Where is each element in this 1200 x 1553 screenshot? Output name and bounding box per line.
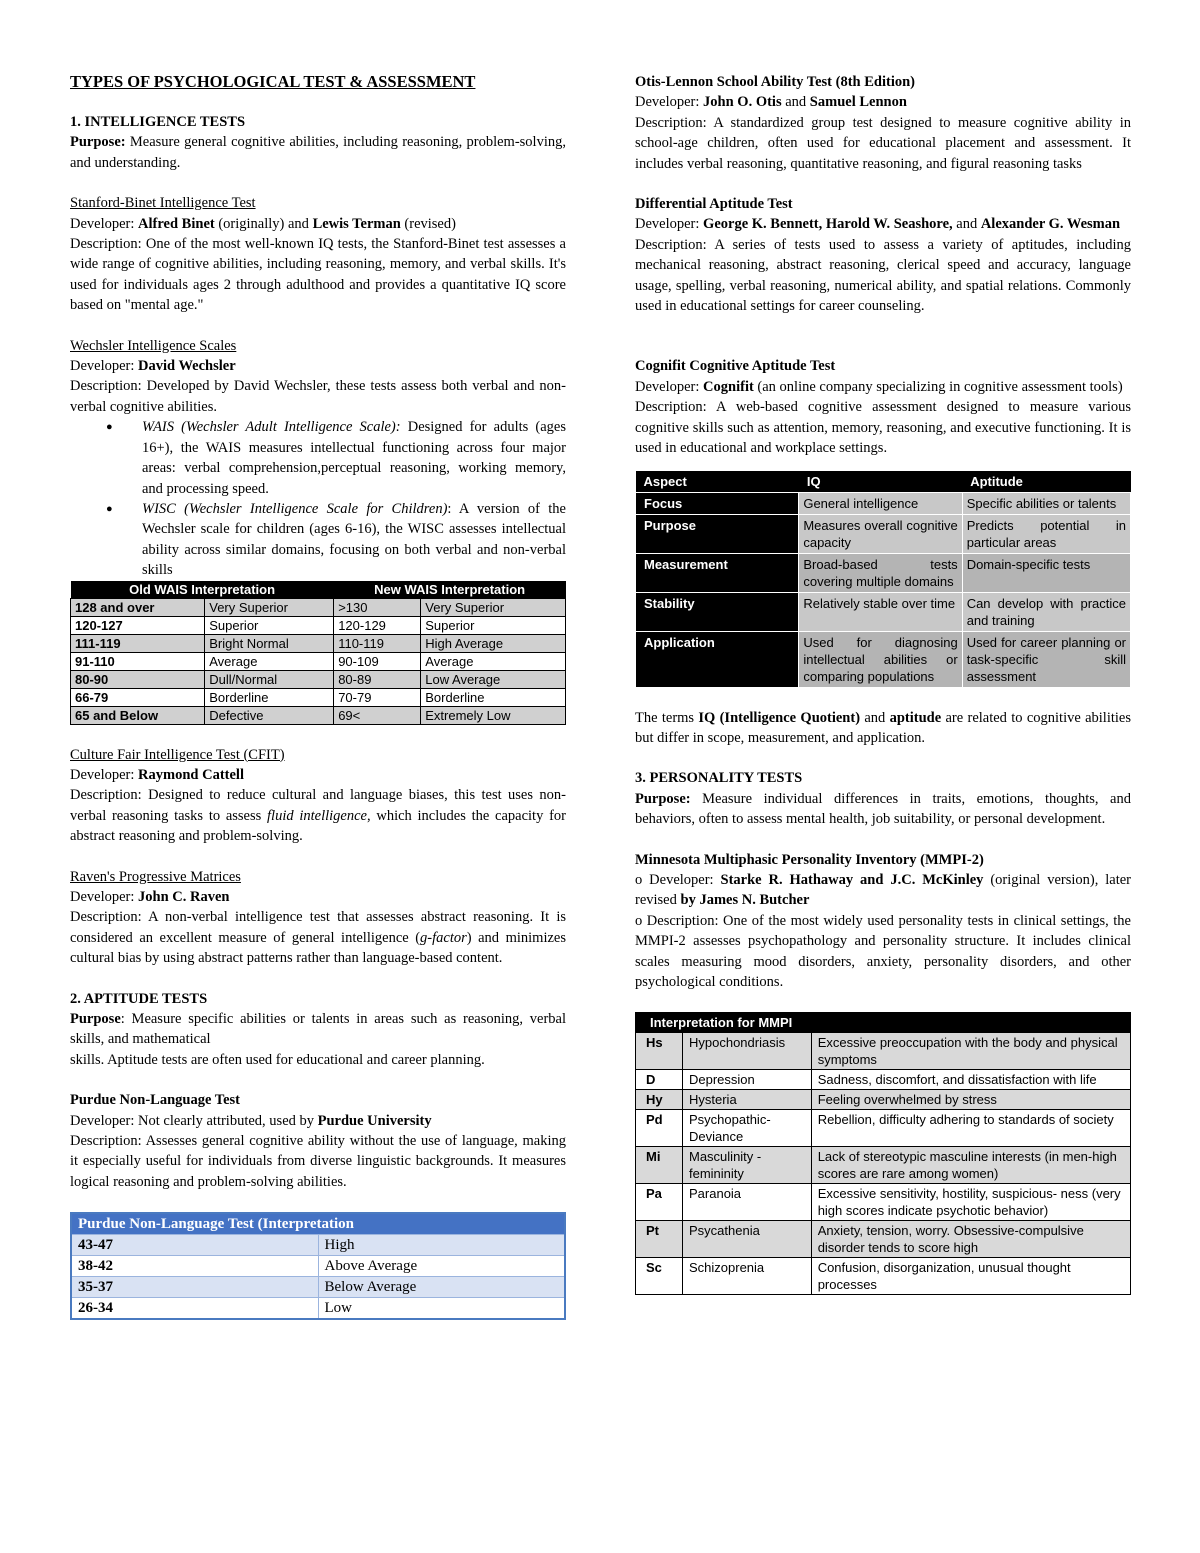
otis-developer: Developer: John O. Otis and Samuel Lennon	[635, 94, 907, 111]
table-row: Hs Hypochondriasis Excessive preoccupation with the body and physical symptoms	[636, 1033, 1131, 1070]
table-row: Focus General intelligence Specific abilities or talents	[636, 492, 1131, 514]
table-row: Hy Hysteria Feeling overwhelmed by stress	[636, 1090, 1131, 1110]
personality-purpose: Purpose: Measure individual differences in traits, emotions, thoughts, and behaviors, often to assess mental health, job suitability, or personal development.	[635, 790, 1131, 828]
table-row: 91-110 Average 90-109 Average	[71, 652, 566, 670]
page-title: TYPES OF PSYCHOLOGICAL TEST & ASSESSMENT	[70, 72, 476, 91]
otis-description: Description: A standardized group test designed to measure cognitive ability in school-age children, often used for educational placement and assessment. It includes verbal reasoning, quantitative reasoning, and figural reasoning tasks	[635, 114, 1131, 172]
table-row: Sc Schizoprenia Confusion, disorganization, unusual thought processes	[636, 1258, 1131, 1295]
iq-vs-aptitude-table	[635, 471, 1131, 688]
table-row: 111-119 Bright Normal 110-119 High Average	[71, 634, 566, 652]
mmpi-description: o Description: One of the most widely used personality tests in clinical settings, the MMPI-2 assesses psychopathology and personality structure. It includes clinical scales measuring mood disorders, anxiety, personality disorders, and other psychological conditions.	[635, 912, 1131, 990]
table-row: 128 and over Very Superior >130 Very Superior	[71, 598, 566, 616]
dat-description: Description: A series of tests used to assess a variety of aptitudes, including mechanical reasoning, abstract reasoning, clerical speed and accuracy, language usage, spelling, verbal reasoning, numerical ability, and spatial relations. Commonly used in educational settings for career counseling.	[635, 236, 1131, 315]
dat-developer: Developer: George K. Bennett, Harold W. Seashore, and Alexander G. Wesman	[635, 216, 1121, 233]
mmpi-developer: o Developer: Starke R. Hathaway and J.C. McKinley (original version), later revised by James N. Butcher	[635, 871, 1132, 909]
table-row: Mi Masculinity - femininity Lack of stereotypic masculine interests (in men-high scores are rare among women)	[636, 1147, 1131, 1184]
table-header: Aptitude	[962, 471, 1130, 493]
table-row: 38-42 Above Average	[71, 1256, 565, 1277]
table-row: 43-47 High	[71, 1235, 565, 1256]
mmpi-interpretation-table	[635, 1012, 1131, 1295]
table-row: 65 and Below Defective 69< Extremely Low	[71, 706, 566, 724]
stanford-binet-description: Description: One of the most well-known IQ tests, the Stanford-Binet test assesses a wide range of cognitive abilities, including reasoning, memory, and verbal skills. It's used for individuals ages 2 through adulthood and provides a quantitative IQ score based on "mental age."	[70, 236, 566, 314]
section-heading-aptitude: 2. APTITUDE TESTS	[70, 990, 208, 1007]
table-row: 35-37 Below Average	[71, 1277, 565, 1298]
table-header: Old WAIS Interpretation	[71, 581, 334, 599]
table-row: Purpose Measures overall cognitive capacity Predicts potential in particular areas	[636, 514, 1131, 553]
wechsler-list	[70, 417, 566, 580]
table-row: 26-34 Low	[71, 1298, 565, 1320]
cfit-description: Description: Designed to reduce cultural and language biases, this test uses non-verbal reasoning tasks to assess fluid intelligence, which includes the capacity for abstract reasoning and problem-solving.	[70, 787, 566, 845]
purdue-interpretation-table	[70, 1212, 566, 1320]
stanford-binet-developer: Developer: Alfred Binet (originally) and Lewis Terman (revised)	[70, 215, 456, 232]
stanford-binet-title: Stanford-Binet Intelligence Test	[70, 195, 256, 212]
list-item-wisc: ● WISC (Wechsler Intelligence Scale for Children): A version of the Wechsler scale for children (ages 6-16), the WISC assesses intellectual ability across similar domains, focusing on both verbal and non-verbal skills	[142, 499, 566, 581]
purdue-developer: Developer: Not clearly attributed, used by Purdue University	[70, 1112, 432, 1129]
mmpi-title: Minnesota Multiphasic Personality Inventory (MMPI-2)	[635, 851, 984, 868]
aptitude-purpose-line2: skills. Aptitude tests are often used for educational and career planning.	[70, 1051, 485, 1068]
table-header: Aspect	[636, 471, 799, 493]
raven-description: Description: A non-verbal intelligence test that assesses abstract reasoning. It is considered an excellent measure of general intelligence (g-factor) and minimizes cultural bias by using abstract patterns rather than language-based content.	[70, 909, 566, 967]
dat-title: Differential Aptitude Test	[635, 196, 793, 213]
table-row: 80-90 Dull/Normal 80-89 Low Average	[71, 670, 566, 688]
table-header: New WAIS Interpretation	[334, 581, 566, 599]
cognifit-description: Description: A web-based cognitive assessment designed to measure various cognitive skills such as attention, memory, reasoning, and executive functioning. It is used in educational and workplace settings.	[635, 399, 1131, 457]
cfit-title: Culture Fair Intelligence Test (CFIT)	[70, 746, 285, 763]
table-header: IQ	[799, 471, 962, 493]
table-row: Measurement Broad-based tests covering multiple domains Domain-specific tests	[636, 553, 1131, 592]
cfit-developer: Developer: Raymond Cattell	[70, 766, 244, 783]
left-column	[70, 72, 566, 1320]
table-header: Interpretation for MMPI	[636, 1013, 1131, 1033]
table-row: D Depression Sadness, discomfort, and dissatisfaction with life	[636, 1070, 1131, 1090]
purdue-description: Description: Assesses general cognitive ability without the use of language, making it especially useful for individuals from diverse linguistic backgrounds. It measures logical reasoning and problem-solving abilities.	[70, 1133, 566, 1190]
list-item-wais: ● WAIS (Wechsler Adult Intelligence Scale): Designed for adults (ages 16+), the WAIS measures intellectual functioning across four major areas: verbal comprehension,perceptual reasoning, working memory, and processing speed.	[142, 417, 566, 499]
wais-interpretation-table	[70, 581, 566, 725]
section-heading-personality: 3. PERSONALITY TESTS	[635, 770, 803, 787]
table-row: Pd Psychopathic-Deviance Rebellion, difficulty adhering to standards of society	[636, 1110, 1131, 1147]
intelligence-purpose: Purpose: Measure general cognitive abilities, including reasoning, problem-solving, and understanding.	[70, 134, 566, 171]
right-column	[635, 72, 1131, 1295]
raven-developer: Developer: John C. Raven	[70, 888, 230, 905]
table-header: Purdue Non-Language Test (Interpretation	[71, 1213, 565, 1235]
otis-title: Otis-Lennon School Ability Test (8th Edition)	[635, 74, 915, 90]
iq-aptitude-summary: The terms IQ (Intelligence Quotient) and aptitude are related to cognitive abilities but differ in scope, measurement, and application.	[635, 709, 1131, 746]
table-row: 120-127 Superior 120-129 Superior	[71, 616, 566, 634]
raven-title: Raven's Progressive Matrices	[70, 868, 241, 885]
table-row: 66-79 Borderline 70-79 Borderline	[71, 688, 566, 706]
wechsler-developer: Developer: David Wechsler	[70, 358, 236, 375]
table-row: Application Used for diagnosing intellectual abilities or comparing populations Used for career planning or task-specific skill assessment	[636, 631, 1131, 687]
table-row: Pt Psycathenia Anxiety, tension, worry. Obsessive-compulsive disorder tends to score high	[636, 1221, 1131, 1258]
section-heading-intelligence: 1. INTELLIGENCE TESTS	[70, 114, 246, 130]
cognifit-title: Cognifit Cognitive Aptitude Test	[635, 358, 836, 375]
wechsler-title: Wechsler Intelligence Scales	[70, 337, 237, 354]
purdue-title: Purdue Non-Language Test	[70, 1092, 241, 1109]
wechsler-description: Description: Developed by David Wechsler, these tests assess both verbal and non-verbal cognitive abilities.	[70, 378, 566, 415]
aptitude-purpose-line1: Purpose: Measure specific abilities or talents in areas such as reasoning, verbal skills, and mathematical	[70, 1011, 566, 1048]
table-row: Stability Relatively stable over time Can develop with practice and training	[636, 592, 1131, 631]
table-row: Pa Paranoia Excessive sensitivity, hostility, suspicious- ness (very high scores indicate psychotic behavior)	[636, 1184, 1131, 1221]
cognifit-developer: Developer: Cognifit (an online company specializing in cognitive assessment tools)	[635, 378, 1123, 395]
